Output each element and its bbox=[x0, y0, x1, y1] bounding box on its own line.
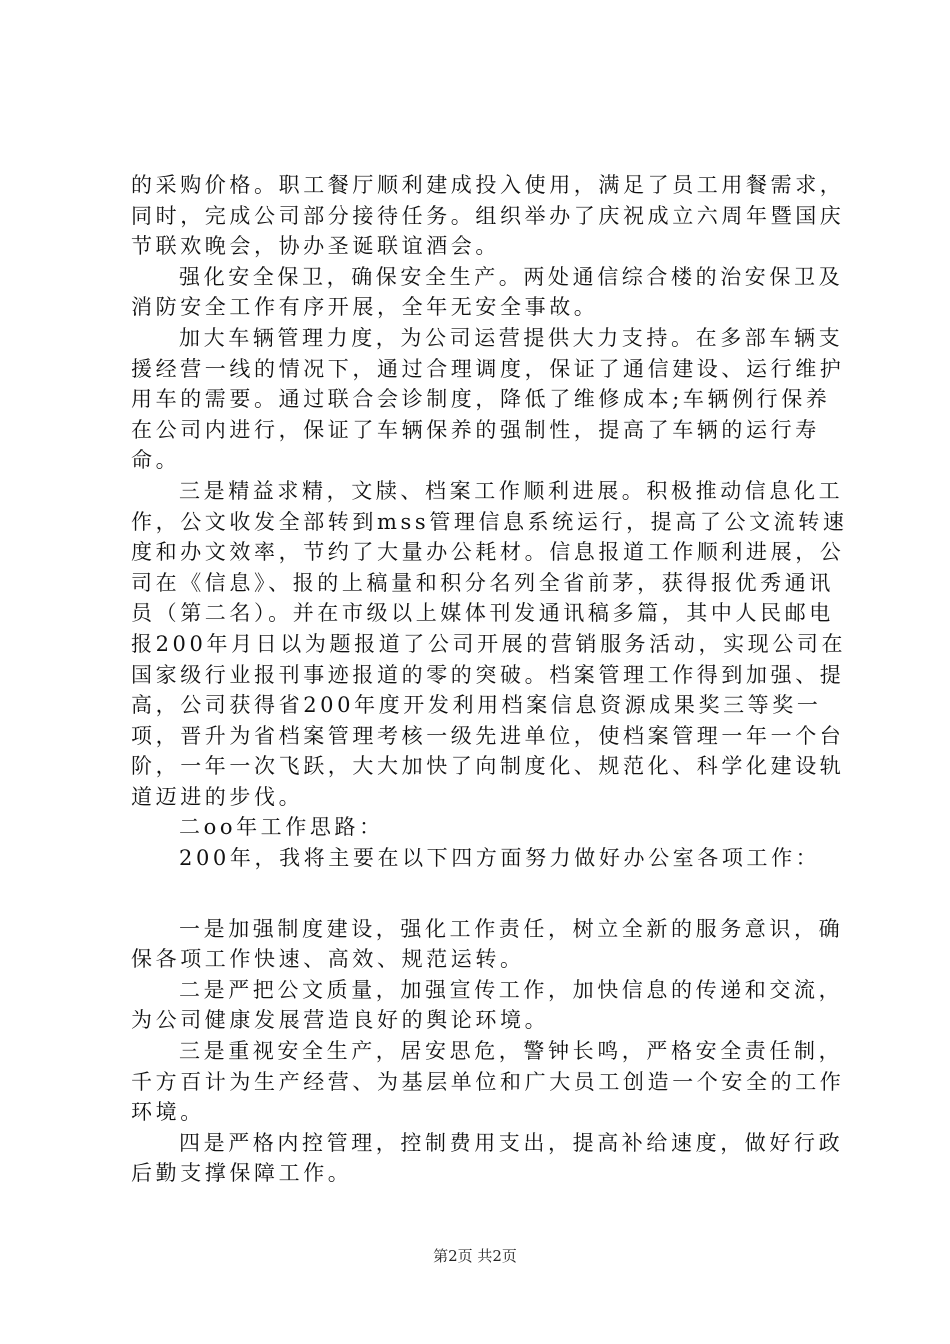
paragraph-plan-item-2: 二是严把公文质量，加强宣传工作，加快信息的传递和交流，为公司健康发展营造良好的舆论环境。 bbox=[131, 977, 844, 1033]
section-heading-work-plan: 二oo年工作思路： bbox=[179, 815, 384, 840]
paragraph-plan-item-4: 四是严格内控管理，控制费用支出，提高补给速度，做好行政后勤支撑保障工作。 bbox=[131, 1130, 844, 1186]
document-body bbox=[131, 170, 851, 1189]
paragraph-plan-intro: 200年，我将主要在以下四方面努力做好办公室各项工作： bbox=[179, 846, 821, 871]
paragraph-security: 强化安全保卫，确保安全生产。两处通信综合楼的治安保卫及消防安全工作有序开展，全年无安全事故。 bbox=[131, 264, 844, 320]
paragraph-documents-archives: 三是精益求精，文牍、档案工作顺利进展。积极推动信息化工作，公文收发全部转到mss管理信息系统运行，提高了公文流转速度和办文效率，节约了大量办公耗材。信息报道工作顺利进展，公司在《信息》、报的上稿量和积分名列全省前茅，获得报优秀通讯员（第二名）。并在市级以上媒体刊发通讯稿多篇，其中人民邮电报200年月日以为题报道了公司开展的营销服务活动，实现公司在国家级行业报刊事迹报道的零的突破。档案管理工作得到加强、提高，公司获得省200年度开发利用档案信息资源成果奖三等奖一项，晋升为省档案管理考核一级先进单位，使档案管理一年一个台阶，一年一次飞跃，大大加快了向制度化、规范化、科学化建设轨道迈进的步伐。 bbox=[131, 478, 848, 809]
paragraph-canteen-continuation: 的采购价格。职工餐厅顺利建成投入使用，满足了员工用餐需求，同时，完成公司部分接待任务。组织举办了庆祝成立六周年暨国庆节联欢晚会，协办圣诞联谊酒会。 bbox=[131, 173, 845, 259]
page-number-footer: 第2页 共2页 bbox=[433, 1247, 517, 1265]
paragraph-plan-item-3: 三是重视安全生产，居安思危，警钟长鸣，严格安全责任制，千方百计为生产经营、为基层单位和广大员工创造一个安全的工作环境。 bbox=[131, 1039, 845, 1125]
paragraph-plan-item-1: 一是加强制度建设，强化工作责任，树立全新的服务意识，确保各项工作快速、高效、规范运转。 bbox=[131, 916, 844, 972]
paragraph-vehicle-management: 加大车辆管理力度，为公司运营提供大力支持。在多部车辆支援经营一线的情况下，通过合理调度，保证了通信建设、运行维护用车的需要。通过联合会诊制度，降低了维修成本;车辆例行保养在公司内进行，保证了车辆保养的强制性，提高了车辆的运行寿命。 bbox=[131, 325, 845, 473]
blank-line bbox=[131, 874, 851, 914]
